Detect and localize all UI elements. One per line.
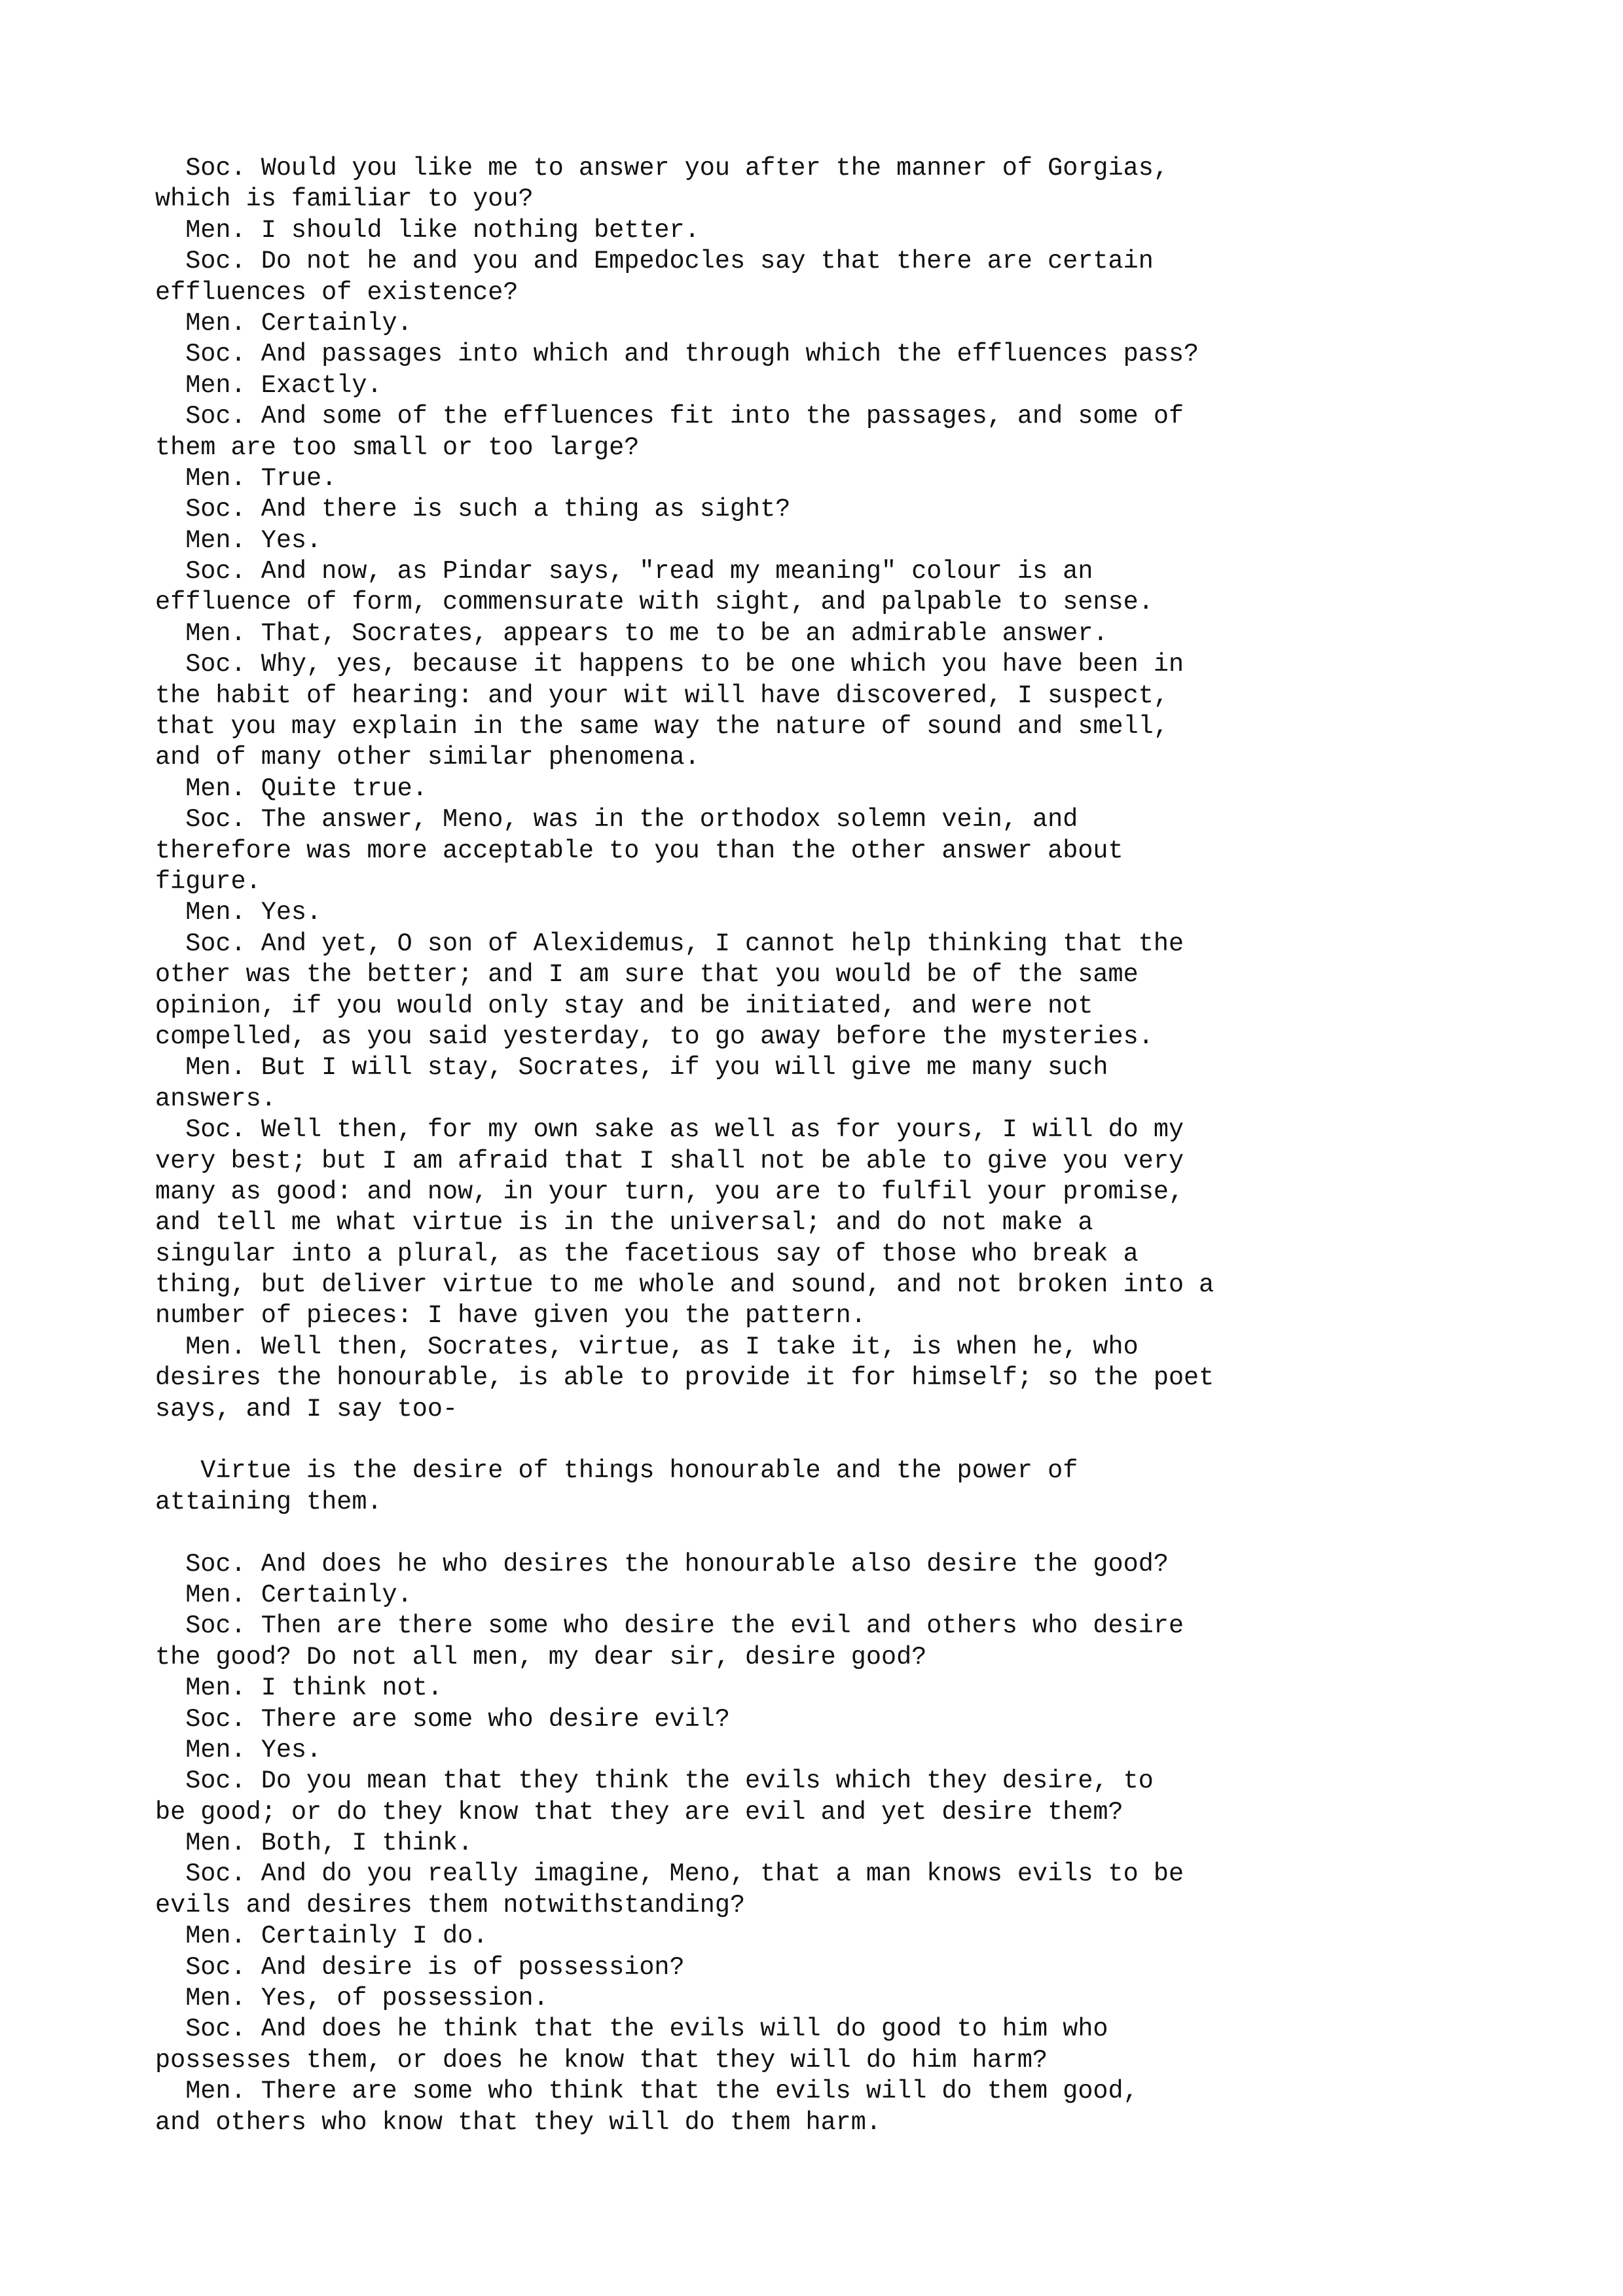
text-line: and others who know that they will do them harm.	[155, 2108, 881, 2137]
text-line: singular into a plural, as the facetious say of those who break a	[155, 1239, 1139, 1268]
text-line: effluence of form, commensurate with sight, and palpable to sense.	[155, 588, 1154, 617]
text-line: Soc. And do you really imagine, Meno, that a man knows evils to be	[155, 1859, 1184, 1889]
text-line: effluences of existence?	[155, 278, 519, 307]
text-line: and tell me what virtue is in the universal; and do not make a	[155, 1208, 1093, 1238]
text-line: other was the better; and I am sure that you would be of the same	[155, 960, 1139, 990]
text-line: Virtue is the desire of things honourable and the power of	[155, 1456, 1078, 1486]
blank-line	[155, 1518, 1530, 1549]
text-line: Soc. Why, yes, because it happens to be one which you have been in	[155, 650, 1184, 679]
text-line: Soc. There are some who desire evil?	[155, 1704, 730, 1734]
text-line: Men. Yes.	[155, 1735, 322, 1765]
text-line: Soc. The answer, Meno, was in the orthodox solemn vein, and	[155, 805, 1078, 834]
text-line: Soc. And there is such a thing as sight?	[155, 495, 791, 524]
text-line: thing, but deliver virtue to me whole and sound, and not broken into a	[155, 1270, 1214, 1300]
text-line: Men. Exactly.	[155, 370, 382, 400]
text-line: Soc. And yet, O son of Alexidemus, I cannot help thinking that the	[155, 929, 1184, 958]
text-line: Men. Well then, Socrates, virtue, as I take it, is when he, who	[155, 1332, 1139, 1361]
text-line: Men. True.	[155, 463, 337, 493]
text-line: Soc. And does he think that the evils will do good to him who	[155, 2015, 1108, 2044]
text-line: which is familiar to you?	[155, 185, 534, 214]
text-line: Men. Yes.	[155, 526, 322, 555]
text-line: Men. Yes.	[155, 898, 322, 927]
text-line: attaining them.	[155, 1487, 382, 1516]
text-line: and of many other similar phenomena.	[155, 743, 700, 772]
text-line: Soc. And does he who desires the honourable also desire the good?	[155, 1549, 1169, 1579]
text-line: therefore was more acceptable to you than the other answer about	[155, 836, 1123, 865]
text-line: Soc. Do not he and you and Empedocles say that there are certain	[155, 247, 1154, 276]
text-line: that you may explain in the same way the nature of sound and smell,	[155, 712, 1169, 742]
text-line: says, and I say too-	[155, 1394, 458, 1424]
text-line: be good; or do they know that they are evil and yet desire them?	[155, 1797, 1123, 1827]
blank-line	[155, 1425, 1530, 1456]
text-line: answers.	[155, 1084, 276, 1113]
text-line: many as good: and now, in your turn, you are to fulfil your promise,	[155, 1177, 1184, 1206]
text-line: Men. Both, I think.	[155, 1829, 473, 1858]
text-line: the habit of hearing: and your wit will have discovered, I suspect,	[155, 681, 1169, 710]
text-line: evils and desires them notwithstanding?	[155, 1890, 746, 1920]
text-line: Men. I think not.	[155, 1674, 443, 1703]
text-line: Men. There are some who think that the evils will do them good,	[155, 2077, 1139, 2106]
text-line: Men. Yes, of possession.	[155, 1984, 549, 2013]
text-line: Men. Quite true.	[155, 774, 428, 803]
text-line: Men. Certainly.	[155, 308, 412, 338]
text-line: them are too small or too large?	[155, 433, 640, 462]
text-line: Men. Certainly.	[155, 1580, 412, 1609]
text-line: Men. Certainly I do.	[155, 1922, 488, 1951]
text-line: Men. But I will stay, Socrates, if you will give me many such	[155, 1053, 1108, 1083]
text-line: Men. That, Socrates, appears to me to be an admirable answer.	[155, 619, 1108, 648]
text-line: Soc. And passages into which and through which the effluences pass?	[155, 340, 1199, 369]
text-line: compelled, as you said yesterday, to go away before the mysteries.	[155, 1022, 1154, 1051]
text-line: Soc. And some of the effluences fit into the passages, and some of	[155, 402, 1184, 431]
text-line: opinion, if you would only stay and be initiated, and were not	[155, 991, 1093, 1020]
text-line: Soc. Would you like me to answer you after the manner of Gorgias,	[155, 154, 1169, 183]
text-line: Soc. And desire is of possession?	[155, 1952, 685, 1982]
text-line: Soc. Do you mean that they think the evils which they desire, to	[155, 1767, 1154, 1796]
text-line: very best; but I am afraid that I shall not be able to give you very	[155, 1146, 1184, 1175]
document-page	[155, 153, 1530, 2138]
text-line: Soc. Well then, for my own sake as well as for yours, I will do my	[155, 1115, 1184, 1145]
text-line: figure.	[155, 867, 261, 896]
text-line: Soc. And now, as Pindar says, "read my meaning" colour is an	[155, 557, 1093, 586]
text-line: Soc. Then are there some who desire the evil and others who desire	[155, 1611, 1184, 1641]
text-line: the good? Do not all men, my dear sir, desire good?	[155, 1642, 927, 1672]
text-line: desires the honourable, is able to provide it for himself; so the poet	[155, 1363, 1214, 1393]
text-line: possesses them, or does he know that they will do him harm?	[155, 2045, 1048, 2075]
text-line: number of pieces: I have given you the pattern.	[155, 1301, 866, 1331]
text-line: Men. I should like nothing better.	[155, 215, 700, 245]
